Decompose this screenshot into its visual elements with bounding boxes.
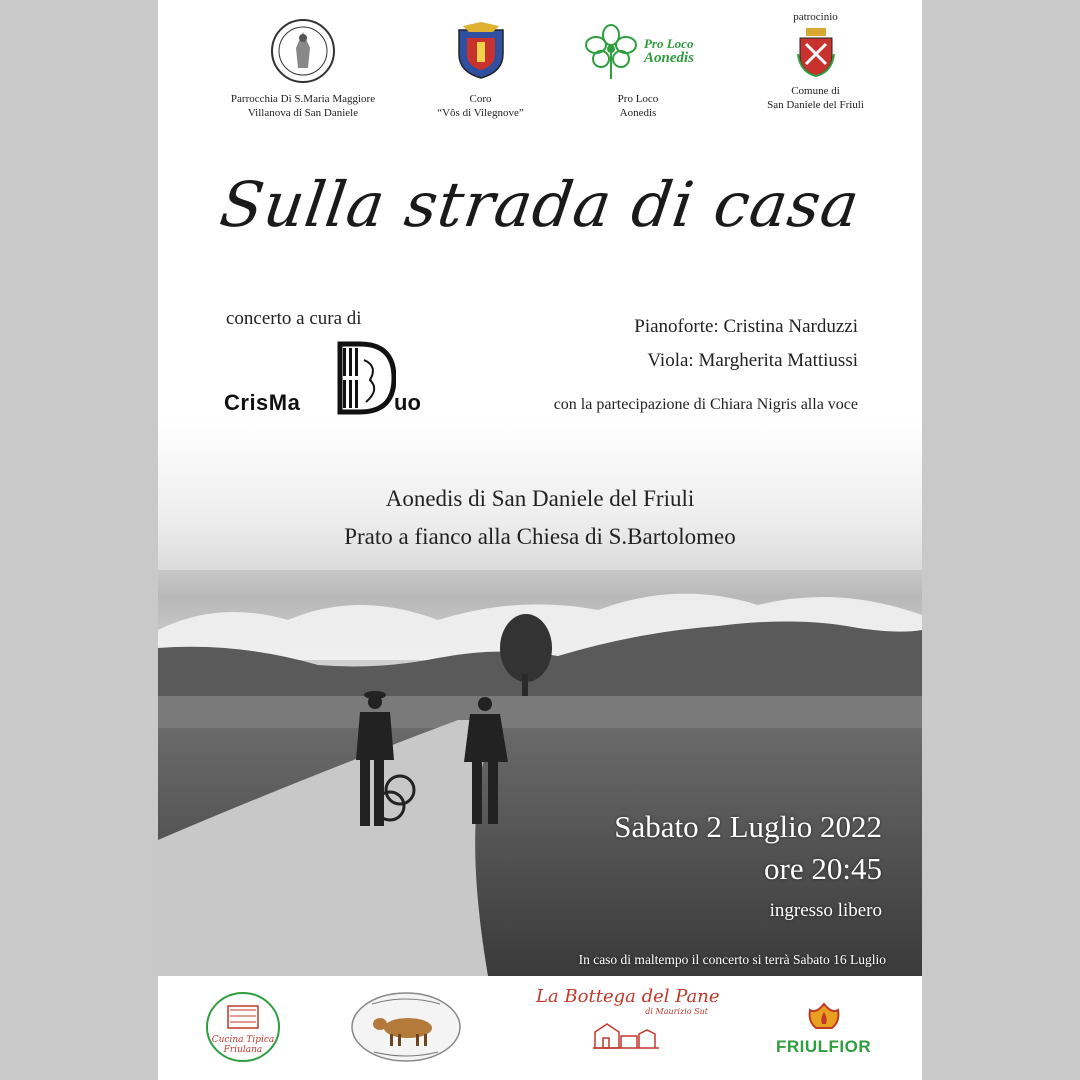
venue-line1: Aonedis di San Daniele del Friuli	[385, 486, 695, 511]
duo-logo-text: uo	[394, 390, 421, 415]
venue	[158, 480, 922, 556]
event-details	[614, 806, 882, 928]
crisma-duo-logo	[224, 338, 424, 420]
sponsor-comune-line2: San Daniele del Friuli	[767, 99, 864, 111]
sponsor-latteria	[350, 990, 462, 1069]
sponsor-comune-line1: Comune di	[791, 85, 840, 97]
sponsor-cucina	[204, 990, 282, 1069]
proloco-logo	[563, 18, 713, 84]
guest-singer: con la partecipazione di Chiara Nigris alla voce	[553, 396, 858, 413]
pianist: Pianoforte: Cristina Narduzzi	[634, 316, 858, 337]
sponsor-proloco	[563, 18, 713, 120]
top-sponsors	[158, 11, 922, 138]
crisma-logo-text: CrisMa	[224, 390, 301, 415]
sponsor-choir-line2: “Vôs di Vilegnove”	[437, 107, 524, 119]
bottega-name: La Bottega del Pane	[536, 986, 720, 1007]
sponsor-comune	[743, 10, 888, 112]
sponsor-proloco-line2: Aonedis	[619, 107, 657, 119]
cucina-text-2: Friulana	[223, 1045, 263, 1055]
flame-logo-icon	[804, 1002, 844, 1032]
proloco-logo-text1: Pro Loco	[643, 36, 694, 51]
flower-logo-icon	[582, 21, 640, 81]
sponsor-bottega	[536, 986, 720, 1055]
event-time: ore 20:45	[764, 851, 882, 886]
bottega-sub: di Maurizio Sut	[645, 1007, 708, 1016]
venue-line2: Prato a fianco alla Chiesa di S.Bartolomeo	[344, 524, 736, 549]
sponsor-parish-line1: Parrocchia Di S.Maria Maggiore	[230, 93, 376, 105]
entry-note: ingresso libero	[769, 900, 882, 921]
cucina-badge-icon	[204, 990, 282, 1064]
bottom-sponsors	[158, 976, 922, 1080]
cow-badge-icon	[350, 990, 462, 1064]
poster	[158, 0, 922, 1080]
patrocinio-label: patrocinio	[793, 11, 838, 23]
proloco-logo-text2: Aonedis	[643, 50, 694, 66]
sponsor-parish	[208, 18, 398, 120]
performers	[634, 310, 858, 378]
choir-crest-icon	[403, 18, 558, 84]
rain-note: In caso di maltempo il concerto si terrà Sabato 16 Luglio	[578, 952, 886, 967]
sponsor-friulfior	[776, 1002, 871, 1057]
bakery-building-icon	[591, 1020, 661, 1050]
violist: Viola: Margherita Mattiussi	[647, 350, 858, 371]
sponsor-choir	[403, 18, 558, 120]
town-crest-icon	[743, 26, 888, 78]
sponsor-proloco-line1: Pro Loco	[617, 93, 659, 105]
friulfior-name: FRIULFIOR	[776, 1037, 872, 1056]
sponsor-parish-line2: Villanova di San Daniele	[247, 107, 359, 119]
event-date: Sabato 2 Luglio 2022	[614, 809, 882, 844]
poster-title: Sulla strada di casa	[215, 168, 865, 241]
sponsor-choir-line1: Coro	[469, 93, 492, 105]
cucina-text-1: Cucina Tipica	[211, 1035, 275, 1045]
parish-seal-icon	[208, 18, 398, 84]
concert-by-label: concerto a cura di	[226, 308, 362, 329]
piano-d-icon	[334, 340, 396, 416]
